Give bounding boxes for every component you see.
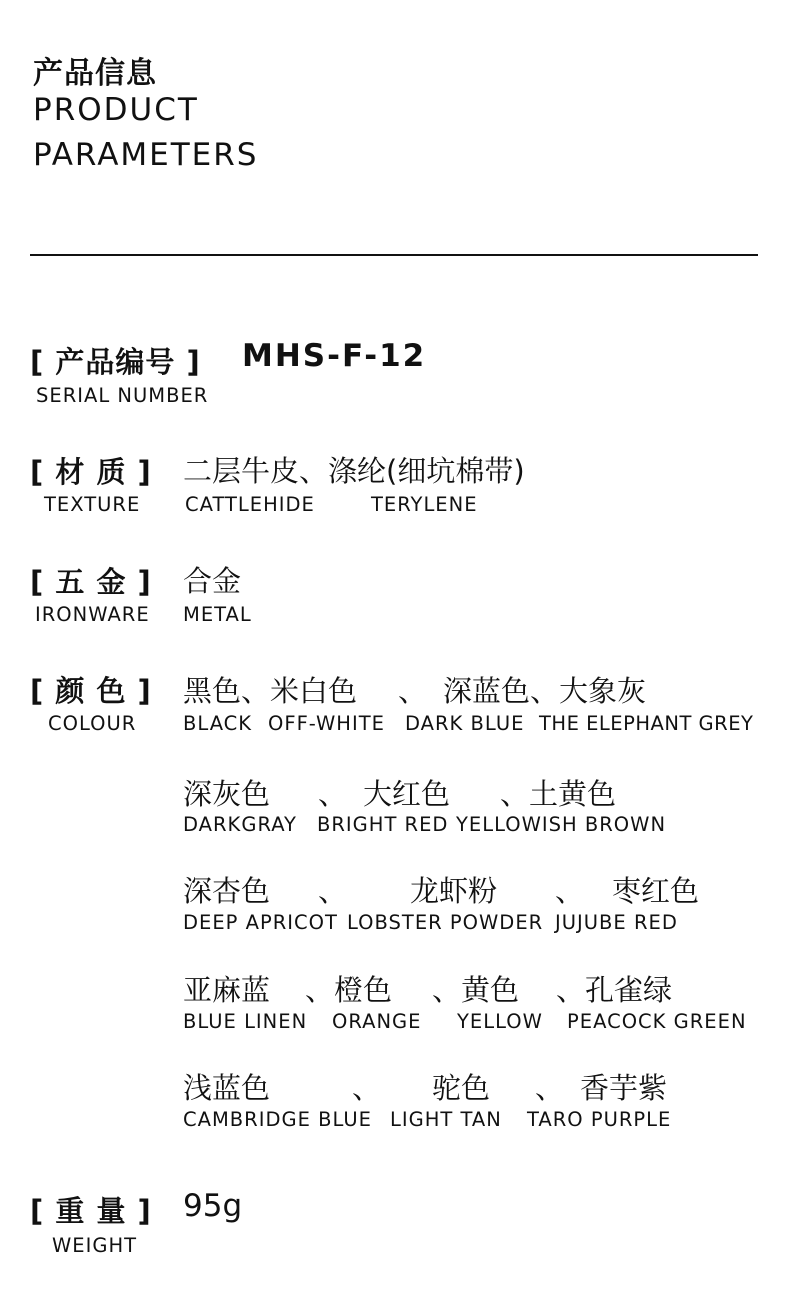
colour-en: BRIGHT RED	[317, 813, 449, 836]
colour-cn-separator: 、	[535, 1071, 565, 1105]
colour-cn: 亚麻蓝	[183, 973, 271, 1007]
colour-cn: 大红色	[363, 777, 451, 811]
weight-value: 95g	[183, 1188, 243, 1224]
section-title-cn: 产品信息	[33, 56, 157, 91]
colour-en: LOBSTER POWDER	[347, 911, 544, 934]
texture-sub-label: TEXTURE	[44, 493, 141, 516]
colour-cn-separator: 、	[318, 777, 348, 811]
section-title-en-line2: PARAMETERS	[33, 137, 259, 173]
colour-cn: 深杏色	[183, 874, 271, 908]
colour-cn: 深灰色	[183, 777, 271, 811]
colour-sub-label: COLOUR	[48, 712, 137, 735]
colour-cn-separator: 、	[555, 874, 585, 908]
colour-cn: 深蓝色、大象灰	[443, 674, 647, 708]
colour-cn: 、黄色	[432, 973, 520, 1007]
colour-en: YELLOWISH BROWN	[456, 813, 667, 836]
colour-cn: 、橙色	[305, 973, 393, 1007]
colour-en: DARKGRAY	[183, 813, 297, 836]
colour-cn: 龙虾粉	[410, 874, 498, 908]
colour-cn: 、土黄色	[500, 777, 617, 811]
texture-value-en-2: TERYLENE	[371, 493, 478, 516]
colour-en: CAMBRIDGE BLUE	[183, 1108, 372, 1131]
colour-label: [ 颜 色 ]	[30, 674, 152, 708]
colour-en: LIGHT TAN	[390, 1108, 502, 1131]
divider	[30, 254, 758, 256]
colour-en: BLUE LINEN	[183, 1010, 308, 1033]
weight-sub-label: WEIGHT	[52, 1234, 138, 1257]
colour-cn: 驼色	[432, 1071, 491, 1105]
colour-en: YELLOW	[457, 1010, 543, 1033]
colour-cn: 浅蓝色	[183, 1071, 271, 1105]
colour-cn-separator: 、	[352, 1071, 382, 1105]
colour-en: PEACOCK GREEN	[567, 1010, 747, 1033]
serial-value: MHS-F-12	[242, 338, 427, 374]
hardware-label: [ 五 金 ]	[30, 565, 152, 599]
colour-cn: 枣红色	[612, 874, 700, 908]
hardware-sub-label: IRONWARE	[35, 603, 150, 626]
colour-cn: 黑色、米白色	[183, 674, 358, 708]
hardware-value-en: METAL	[183, 603, 252, 626]
colour-en: THE ELEPHANT GREY	[539, 712, 754, 735]
weight-label: [ 重 量 ]	[30, 1194, 152, 1228]
colour-cn-separator: 、	[318, 874, 348, 908]
colour-en: ORANGE	[332, 1010, 422, 1033]
texture-label: [ 材 质 ]	[30, 455, 152, 489]
serial-sub-label: SERIAL NUMBER	[36, 384, 209, 407]
texture-value: 二层牛皮、涤纶(细坑棉带)	[183, 454, 525, 488]
colour-en: BLACK	[183, 712, 253, 735]
texture-value-en-1: CATTLEHIDE	[185, 493, 315, 516]
colour-en: DARK BLUE	[405, 712, 525, 735]
serial-label: [ 产品编号 ]	[30, 345, 201, 379]
colour-en: DEEP APRICOT	[183, 911, 338, 934]
colour-en: TARO PURPLE	[527, 1108, 672, 1131]
hardware-value: 合金	[183, 564, 242, 598]
colour-cn: 香芋紫	[580, 1071, 668, 1105]
section-title-en-line1: PRODUCT	[33, 92, 199, 128]
colour-en: OFF-WHITE	[268, 712, 385, 735]
colour-en: JUJUBE RED	[555, 911, 678, 934]
colour-cn-separator: 、	[398, 674, 428, 708]
colour-cn: 、孔雀绿	[556, 973, 673, 1007]
